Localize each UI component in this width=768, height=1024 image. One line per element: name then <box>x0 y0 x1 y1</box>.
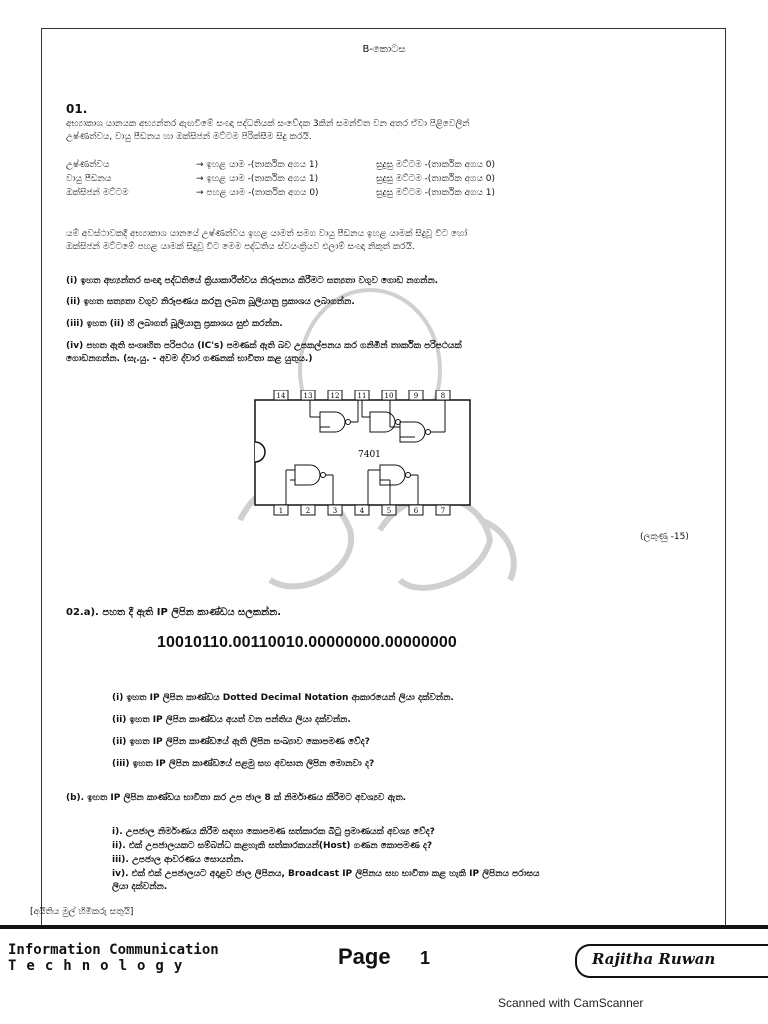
q2a-part-4 <box>112 758 374 771</box>
part-text: පහත ඇති සංගෘහිත පරිපථය (IC's) පමණක් ඇති බව උපකල්පනය කර ගනිමින් තාර්කික පරිපථයක් <box>86 341 462 351</box>
sensor-high: → ඉහළ යාම -(තාර්කික අගය 1) <box>196 160 319 170</box>
part-label: (i) <box>112 693 124 703</box>
ic-pin-label: 5 <box>386 507 392 515</box>
part-label: i). <box>112 827 123 837</box>
part-label: (ii) <box>66 297 81 307</box>
part-label: (ii) <box>112 737 127 747</box>
part-text: එක් උපජාලයකට සම්බන්ධ කළහැකි සත්කාරකයන්(Host) ගණන කොපමණ ද? <box>128 841 433 851</box>
part-text: උපජාල නිර්මාණය කිරීම සඳහා කොපමණ සත්කාරක බිටු ප්‍රමාණයක් අවශ්‍ය වේද? <box>125 827 435 837</box>
part-text: ඉහත සත්‍යතා වගුව නිරූපණය කරනු ලබන බූලියානු ප්‍රකාශය ලබාගන්න. <box>83 297 355 307</box>
ic-pin-label: 12 <box>330 392 340 400</box>
ic-pin-label: 9 <box>413 392 419 400</box>
ic-pin-label: 7 <box>440 507 446 515</box>
q1-part-3 <box>66 318 706 331</box>
sensor-name: උෂ්ණත්වය <box>66 160 110 170</box>
q2b-part-4 <box>112 868 712 881</box>
q2a-part-2 <box>112 714 351 727</box>
ip-binary: 10010110.00110010.00000000.00000000 <box>157 634 457 651</box>
sensor-normal: සුදුසු මට්ටම -(තාර්කික අගය 0) <box>376 174 496 184</box>
question-number-2a: 02.a). <box>66 607 99 618</box>
part-text: ඉහත අභ්‍යන්තර සංඥා පද්ධතියේ ක්‍රියාකාරීත්වය නිරූපනය කිරීමට සත්‍යතා වගුව ගොඩ නගන්න. <box>80 276 439 286</box>
q2b-part-2 <box>112 840 432 853</box>
page-label: Page <box>338 944 391 969</box>
sensor-high: → ඉහළ යාම -(තාර්කික අගය 1) <box>196 174 319 184</box>
q2a-part-1 <box>112 692 454 705</box>
question-number-1: 01. <box>66 102 88 116</box>
subject-name-line1: Information Communication <box>8 942 219 958</box>
sensor-row <box>66 188 495 201</box>
ic-label: 7401 <box>358 450 381 460</box>
copyright-note: [අයිතිය මුල් හිමිකරු සතුයි] <box>30 907 134 917</box>
part-text: උපජාල ආවරණය සොයන්න. <box>131 855 244 865</box>
part-text: ඉහත IP ලිපින කාණ්ඩයේ පළමු සහ අවසාන ලිපින මොනවා ද? <box>132 759 375 769</box>
section-title: B-කොටස <box>362 44 406 55</box>
part-text: ඉහත IP ලිපින කාණ්ඩයේ ඇති ලිපින සංඛ්‍යාව කොපමණ වේද? <box>129 737 370 747</box>
part-text: ඉහත IP ලිපින කාණ්ඩය Dotted Decimal Notation ආකාරයෙන් ලියා දක්වන්න. <box>126 693 454 703</box>
q1-part-1 <box>66 275 706 288</box>
q2a-heading <box>66 606 281 619</box>
q1-intro-line2: උෂ්ණත්වය, වායු පීඩනය හා ඔක්සිජන් මට්ටම පිරික්සීම සිදු කරයි. <box>66 132 312 142</box>
part-text: ඉහත IP ලිපින කාණ්ඩය අයත් වන පන්තිය ලියා දක්වන්න. <box>129 715 351 725</box>
part-label: (iv) <box>66 341 84 351</box>
part-label: (iii) <box>112 759 130 769</box>
q2b-part-1 <box>112 826 435 839</box>
footer-rule <box>0 925 768 929</box>
marks-label: (ලකුණු -15) <box>640 532 689 542</box>
part-label: (i) <box>66 276 78 286</box>
ic-pin-label: 2 <box>305 507 311 515</box>
q1-part-2 <box>66 296 706 309</box>
sensor-name: ඔක්සිජන් මට්ටම <box>66 188 129 198</box>
q2b-heading <box>66 792 406 805</box>
ic-pin-label: 10 <box>384 392 394 400</box>
part-label: iv). <box>112 869 129 879</box>
part-label: iii). <box>112 855 129 865</box>
q2b-part-3 <box>112 854 244 867</box>
q1-condition-line2: ඔක්සිජන් මට්ටමේ පහළ යාමක් සිදුවූ විට මෙම පද්ධතිය ස්වයංක්‍රියව එලාම් සංඥා නිකුත් කරයි. <box>66 242 415 252</box>
part-text: ඉහත (ii) හි ලබාගත් බූලියානු ප්‍රකාශය සුළු කරන්න. <box>86 319 283 329</box>
q2a-part-3 <box>112 736 370 749</box>
sensor-name: වායු පීඩනය <box>66 174 112 184</box>
ic-pin-label: 14 <box>276 392 286 400</box>
ic-pin-label: 8 <box>440 392 446 400</box>
ic-pin-label: 11 <box>357 392 367 400</box>
sensor-normal: සුදුසු මට්ටම -(තාර්කික අගය 0) <box>376 160 496 170</box>
sensor-high: → පහළ යාම -(තාර්කික අගය 0) <box>196 188 319 198</box>
sensor-row <box>66 174 495 187</box>
ic-pin-label: 3 <box>332 507 338 515</box>
author-name: Rajitha Ruwan <box>592 950 716 968</box>
part-label: (ii) <box>112 715 127 725</box>
q1-condition-line1: යම් අවස්ථාවකදී අභ්‍යාකාශ යානයේ උෂ්ණත්වය ඉහළ යාමත් සමග වායු පීඩනය ඉහළ යාමක් සිදුවූ විට හෝ <box>66 229 468 239</box>
part-label: (iii) <box>66 319 84 329</box>
ic-pin-label: 1 <box>278 507 284 515</box>
q2b-title: ඉහත IP ලිපින කාණ්ඩය භාවිතා කර උප ජාල 8 ක් නිර්මාණය කිරීමට අවශ්‍යව ඇත. <box>87 793 407 803</box>
page-number: 1 <box>420 948 431 968</box>
part-label: ii). <box>112 841 126 851</box>
subject-name-line2: Technology <box>8 958 193 974</box>
scanner-watermark: Scanned with CamScanner <box>498 996 644 1010</box>
question-label-2b: (b). <box>66 793 85 803</box>
q1-intro-line1: අභ්‍යාකාශ යානයක අභ්‍යන්තර ඇඟවීමේ සංඥා පද්ධතියක් සංවේදක 3කින් සමන්විත වන අතර ඒවා පිළිවෙලින් <box>66 119 470 129</box>
q2b-part-4-cont: ලියා දක්වන්න. <box>112 882 168 892</box>
ic-pin-label: 6 <box>413 507 419 515</box>
part-text: එක් එක් උපජාලයට අදාළව ජාල ලිපිනය, Broadcast IP ලිපිනය සහ භාවිතා කළ හැකි IP ලිපිනය පරාසය <box>131 869 540 879</box>
sensor-row <box>66 160 495 173</box>
ic-pin-label: 4 <box>359 507 365 515</box>
sensor-normal: සුදුසු මට්ටම -(තාර්කික අගය 1) <box>376 188 496 198</box>
q1-part-4 <box>66 340 706 353</box>
ic-7401-diagram <box>250 390 480 518</box>
q1-part-4-cont: ගොඩනගන්න. (සැ.යු. - අවම ද්වාර ගණනක් භාවිතා කළ යුතුය.) <box>66 354 313 364</box>
ic-pin-label: 13 <box>303 392 313 400</box>
q2a-title: පහත දී ඇති IP ලිපින කාණ්ඩය සලකන්න. <box>102 607 282 618</box>
